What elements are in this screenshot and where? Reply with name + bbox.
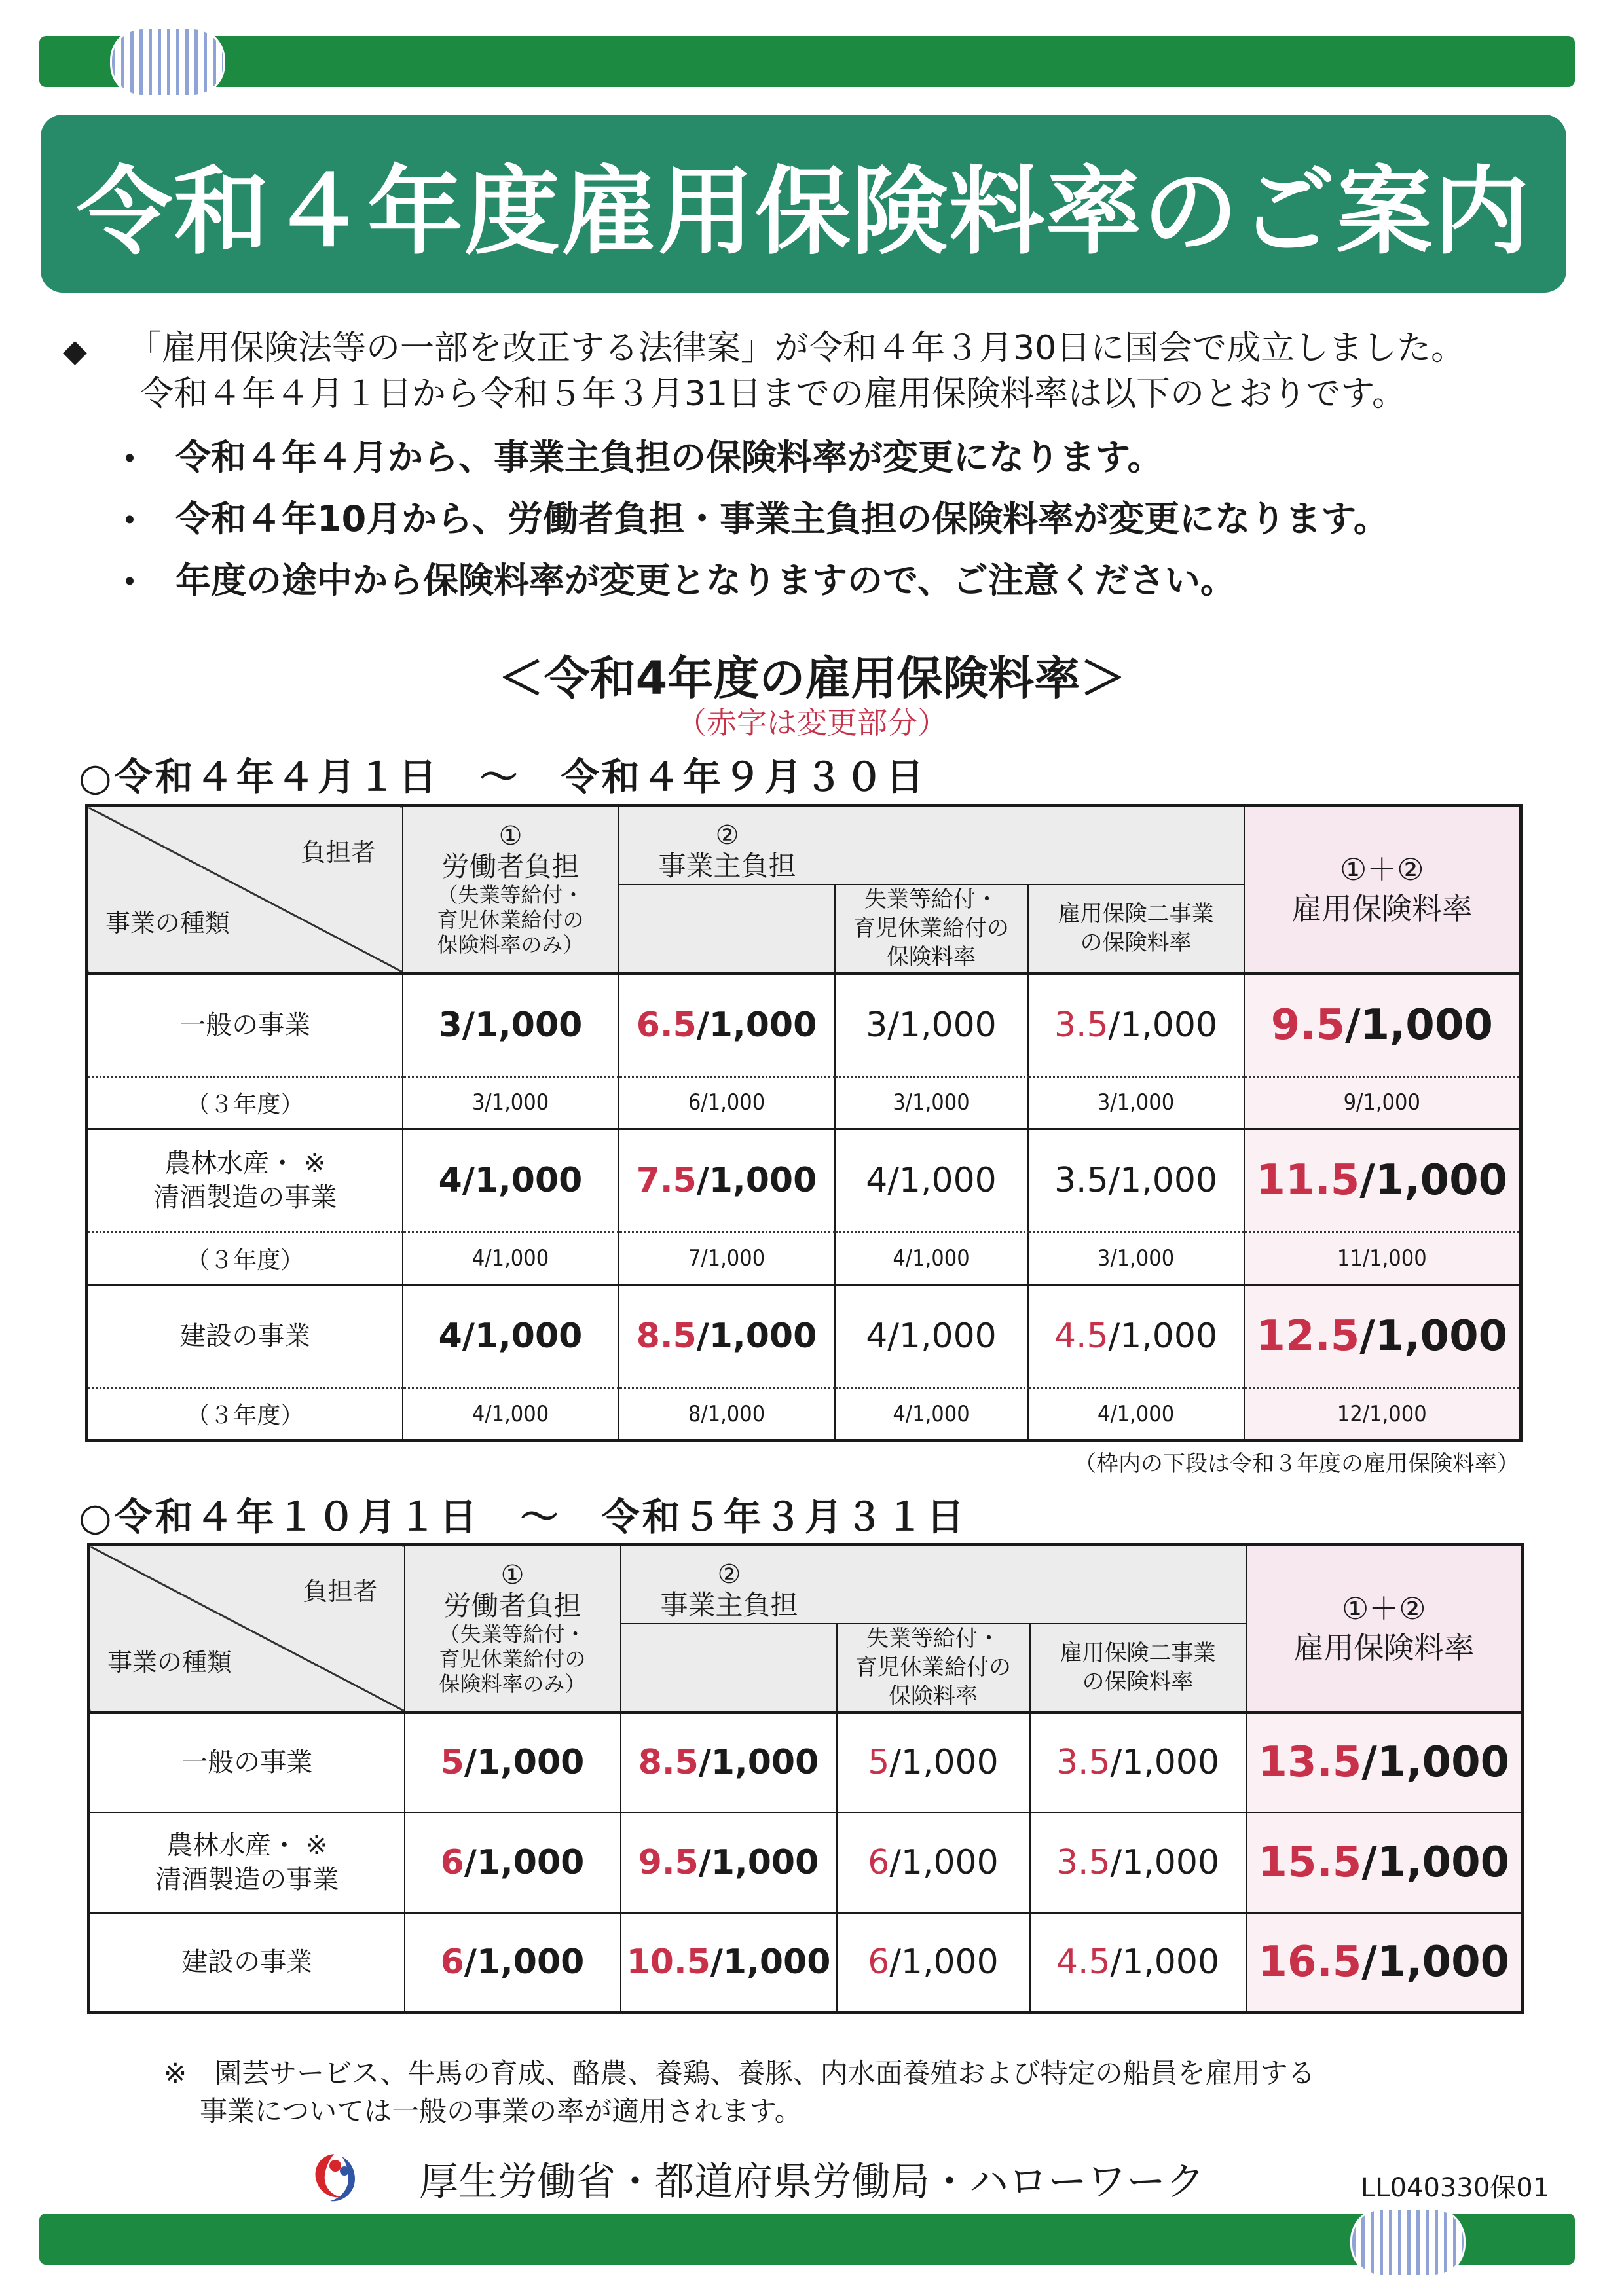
cell-prev: 7/1,000 — [619, 1232, 835, 1285]
previous-year-label: （３年度） — [87, 1388, 403, 1440]
cell-prev: 12/1,000 — [1244, 1388, 1521, 1440]
cell-sum: 9.5/1,000 — [1244, 973, 1521, 1076]
row-business-name: 農林水産・ ※ 清酒製造の事業 — [87, 1129, 403, 1232]
row-business-name: 農林水産・ ※ 清酒製造の事業 — [89, 1812, 405, 1912]
header-unemployment-line: 育児休業給付の — [855, 1654, 1011, 1681]
footer-organization: 厚生労働省・都道府県労働局・ハローワーク — [419, 2159, 1205, 2205]
previous-year-label: （３年度） — [87, 1076, 403, 1129]
cell-prev: 3/1,000 — [403, 1076, 619, 1129]
header-unemployment-line: 失業等給付・ — [864, 886, 998, 913]
cell-employer: 9.5/1,000 — [621, 1812, 837, 1912]
header-two-projects-line: の保険料率 — [1082, 1668, 1194, 1695]
header-diagonal-cell — [87, 806, 403, 974]
cell-prev: 9/1,000 — [1244, 1076, 1521, 1129]
header-worker-label: 労働者負担 — [443, 1590, 581, 1622]
cell-worker: 3/1,000 — [403, 973, 619, 1076]
table-row-previous — [87, 1076, 1521, 1129]
header-sum-num: ①＋② — [1342, 1591, 1426, 1627]
rates-table-period-1 — [85, 804, 1522, 1442]
header-worker — [403, 806, 619, 974]
header-unemployment — [837, 1624, 1030, 1713]
cell-employer: 10.5/1,000 — [621, 1912, 837, 2013]
cell-sum: 15.5/1,000 — [1246, 1812, 1523, 1912]
header-worker-note: （失業等給付・ — [439, 1622, 586, 1647]
cell-employer: 6.5/1,000 — [619, 973, 835, 1076]
header-employer-num: ② — [717, 1559, 741, 1590]
table-row — [87, 1129, 1521, 1232]
cell-sum: 12.5/1,000 — [1244, 1285, 1521, 1388]
header-two-projects — [1030, 1624, 1246, 1713]
bullet-marker: ・ — [111, 500, 148, 543]
footer-document-code: LL040330保01 — [1361, 2173, 1550, 2203]
table-row — [89, 1712, 1523, 1812]
cell-two-projects: 3.5/1,000 — [1028, 973, 1244, 1076]
cell-prev: 8/1,000 — [619, 1388, 835, 1440]
table-row-previous — [87, 1388, 1521, 1440]
header-worker-note: 保険料率のみ） — [439, 1671, 586, 1697]
period-2-label: ○令和４年１０月１日 ～ 令和５年３月３１日 — [79, 1495, 967, 1539]
cell-unemployment: 6/1,000 — [837, 1812, 1030, 1912]
header-sum-label: 雇用保険料率 — [1291, 891, 1473, 927]
header-business-type: 事業の種類 — [107, 1647, 232, 1677]
header-sum-label: 雇用保険料率 — [1293, 1630, 1475, 1666]
header-two-projects-line: 雇用保険二事業 — [1058, 900, 1214, 927]
table-row — [87, 973, 1521, 1076]
cell-worker: 4/1,000 — [403, 1129, 619, 1232]
rates-section-title: ＜令和4年度の雇用保険料率＞ — [498, 651, 1126, 705]
table-note: （枠内の下段は令和３年度の雇用保険料率） — [1074, 1451, 1519, 1477]
top-band — [39, 36, 1575, 87]
header-employer-total-spacer — [621, 1624, 837, 1713]
header-employer-label: 事業主負担 — [660, 1589, 798, 1621]
cell-two-projects: 4.5/1,000 — [1028, 1285, 1244, 1388]
header-unemployment-line: 保険料率 — [887, 943, 976, 970]
cell-unemployment: 4/1,000 — [835, 1129, 1028, 1232]
header-employer-label: 事業主負担 — [658, 850, 796, 882]
header-sum — [1246, 1545, 1523, 1713]
table-row — [87, 1285, 1521, 1388]
cell-two-projects: 4.5/1,000 — [1030, 1912, 1246, 2013]
bottom-band — [39, 2214, 1575, 2265]
header-unemployment — [835, 884, 1028, 974]
intro-line-2: 令和４年４月１日から令和５年３月31日までの雇用保険料率は以下のとおりです。 — [139, 374, 1407, 414]
cell-prev: 11/1,000 — [1244, 1232, 1521, 1285]
cell-employer: 8.5/1,000 — [621, 1712, 837, 1812]
bullet-item: 令和４年４月から、事業主負担の保険料率が変更になります。 — [175, 437, 1163, 478]
cell-unemployment: 3/1,000 — [835, 973, 1028, 1076]
cell-two-projects: 3.5/1,000 — [1030, 1712, 1246, 1812]
cell-unemployment: 5/1,000 — [837, 1712, 1030, 1812]
bullet-item: 令和４年10月から、労働者負担・事業主負担の保険料率が変更になります。 — [175, 498, 1389, 539]
row-business-name: 建設の事業 — [89, 1912, 405, 2013]
header-business-type: 事業の種類 — [105, 908, 231, 938]
intro-diamond-marker: ◆ — [63, 333, 87, 369]
header-worker-note: 保険料率のみ） — [437, 932, 584, 958]
cell-prev: 6/1,000 — [619, 1076, 835, 1129]
row-business-name: 一般の事業 — [89, 1712, 405, 1812]
header-worker-note: （失業等給付・ — [437, 883, 584, 908]
previous-year-label: （３年度） — [87, 1232, 403, 1285]
title-banner — [41, 115, 1566, 293]
ministry-logo-icon — [301, 2142, 367, 2208]
header-worker-note: 育児休業給付の — [439, 1647, 586, 1672]
cell-prev: 3/1,000 — [1028, 1076, 1244, 1129]
cell-two-projects: 3.5/1,000 — [1030, 1812, 1246, 1912]
cell-employer: 7.5/1,000 — [619, 1129, 835, 1232]
row-business-name: 一般の事業 — [87, 973, 403, 1076]
bullet-item: 年度の途中から保険料率が変更となりますので、ご注意ください。 — [175, 560, 1236, 601]
row-business-name: 建設の事業 — [87, 1285, 403, 1388]
header-employer-total-spacer — [619, 884, 835, 974]
header-burden: 負担者 — [301, 838, 376, 867]
cell-worker: 4/1,000 — [403, 1285, 619, 1388]
table-row-previous — [87, 1232, 1521, 1285]
rates-section-subtitle: （赤字は変更部分） — [676, 705, 948, 740]
cell-sum: 16.5/1,000 — [1246, 1912, 1523, 2013]
cell-sum: 11.5/1,000 — [1244, 1129, 1521, 1232]
header-employer — [619, 806, 1244, 884]
header-sum-num: ①＋② — [1340, 852, 1424, 888]
header-sum — [1244, 806, 1521, 974]
cell-prev: 4/1,000 — [1028, 1388, 1244, 1440]
cell-unemployment: 6/1,000 — [837, 1912, 1030, 2013]
header-two-projects — [1028, 884, 1244, 974]
cell-sum: 13.5/1,000 — [1246, 1712, 1523, 1812]
cell-two-projects: 3.5/1,000 — [1028, 1129, 1244, 1232]
header-unemployment-line: 保険料率 — [889, 1683, 978, 1709]
header-employer — [621, 1545, 1246, 1624]
header-unemployment-line: 育児休業給付の — [853, 915, 1009, 941]
footnote-line-2: 事業については一般の事業の率が適用されます。 — [200, 2095, 802, 2127]
table-row — [89, 1912, 1523, 2013]
cell-unemployment: 4/1,000 — [835, 1285, 1028, 1388]
cell-prev: 4/1,000 — [835, 1388, 1028, 1440]
cell-prev: 4/1,000 — [835, 1232, 1028, 1285]
cell-worker: 6/1,000 — [405, 1912, 621, 2013]
header-two-projects-line: の保険料率 — [1080, 929, 1192, 956]
table-row — [89, 1812, 1523, 1912]
period-1-label: ○令和４年４月１日 ～ 令和４年９月３０日 — [79, 755, 927, 799]
header-burden: 負担者 — [303, 1577, 378, 1606]
rates-table-period-2 — [87, 1543, 1524, 2014]
intro-line-1: 「雇用保険法等の一部を改正する法律案」が令和４年３月30日に国会で成立しました。 — [128, 329, 1466, 368]
header-worker-num: ① — [498, 821, 523, 852]
header-worker-note: 育児休業給付の — [437, 907, 584, 933]
cell-prev: 3/1,000 — [835, 1076, 1028, 1129]
cell-prev: 4/1,000 — [403, 1388, 619, 1440]
top-stripe-ornament — [110, 27, 225, 97]
cell-prev: 4/1,000 — [403, 1232, 619, 1285]
cell-employer: 8.5/1,000 — [619, 1285, 835, 1388]
header-employer-num: ② — [715, 820, 739, 850]
bullet-marker: ・ — [111, 439, 148, 481]
header-unemployment-line: 失業等給付・ — [866, 1625, 1000, 1652]
cell-worker: 5/1,000 — [405, 1712, 621, 1812]
header-diagonal-cell — [89, 1545, 405, 1713]
footnote-line-1: ※ 園芸サービス、牛馬の育成、酪農、養鶏、養豚、内水面養殖および特定の船員を雇用する — [164, 2057, 1316, 2089]
bottom-stripe-ornament — [1350, 2208, 1466, 2277]
header-worker-num: ① — [500, 1560, 525, 1591]
cell-worker: 6/1,000 — [405, 1812, 621, 1912]
header-worker — [405, 1545, 621, 1713]
cell-prev: 3/1,000 — [1028, 1232, 1244, 1285]
header-worker-label: 労働者負担 — [441, 850, 580, 883]
bullet-marker: ・ — [111, 562, 148, 604]
page-title: 令和４年度雇用保険料率のご案内 — [77, 156, 1530, 268]
header-two-projects-line: 雇用保険二事業 — [1060, 1639, 1216, 1666]
